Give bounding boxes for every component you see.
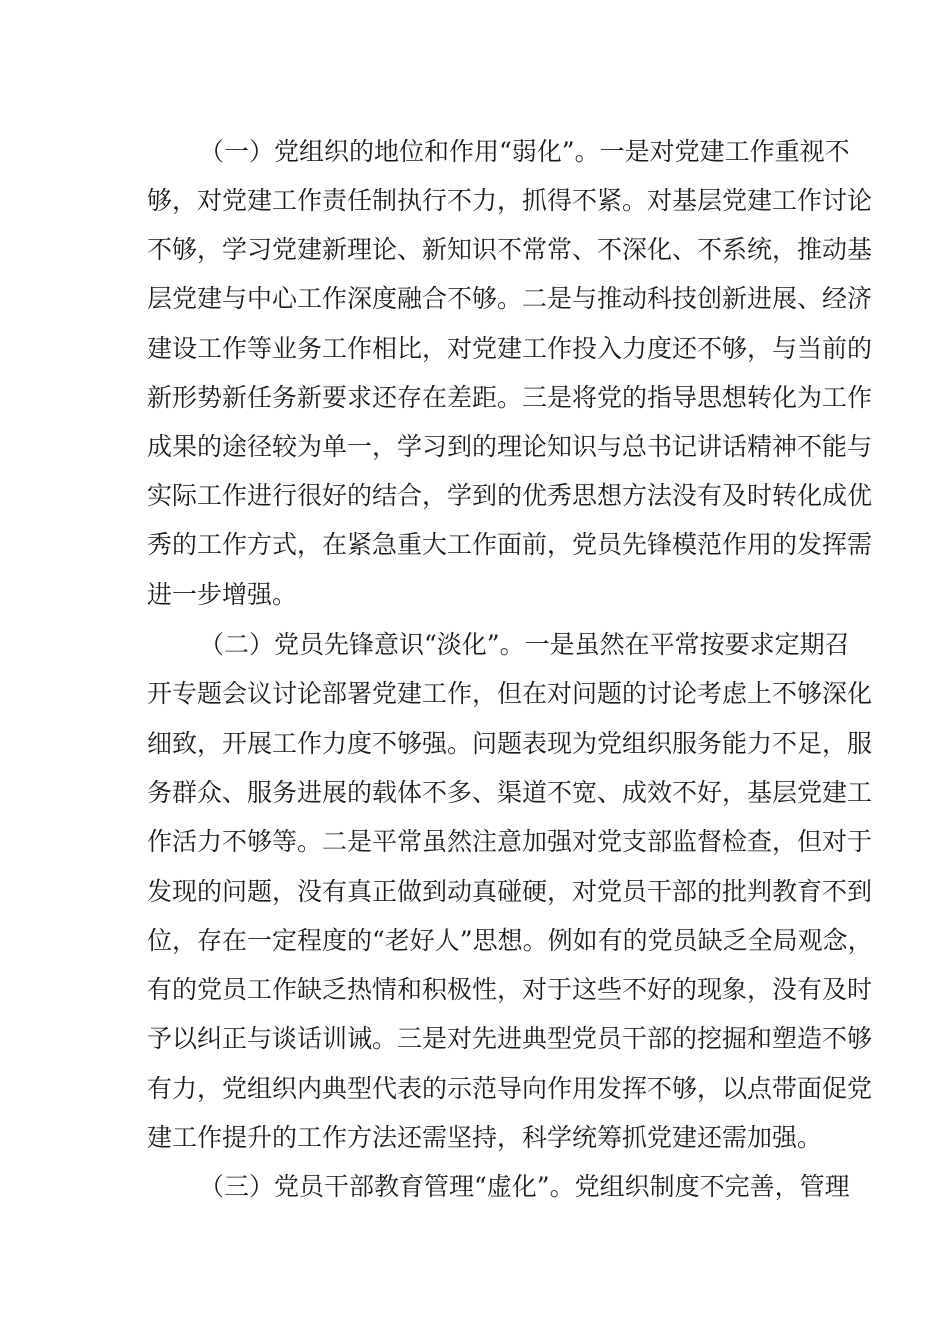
text-line: 发现的问题，没有真正做到动真碰硬，对党员干部的批判教育不到	[147, 877, 873, 906]
text-line: 有力，党组织内典型代表的示范导向作用发挥不够，以点带面促党	[147, 1074, 873, 1103]
text-line: 成果的途径较为单一，学习到的理论知识与总书记讲话精神不能与	[147, 432, 873, 461]
text-line: 不够，学习党建新理论、新知识不常常、不深化、不系统，推动基	[147, 235, 873, 264]
text-line: 务群众、服务进展的载体不多、渠道不宽、成效不好，基层党建工	[147, 778, 873, 807]
text-line: （一）党组织的地位和作用“弱化”。一是对党建工作重视不	[199, 137, 850, 166]
text-line: 细致，开展工作力度不够强。问题表现为党组织服务能力不足，服	[147, 729, 873, 758]
text-line: 建工作提升的工作方法还需坚持，科学统筹抓党建还需加强。	[147, 1123, 823, 1152]
text-line: （三）党员干部教育管理“虚化”。党组织制度不完善，管理	[199, 1172, 850, 1201]
text-line: 够，对党建工作责任制执行不力，抓得不紧。对基层党建工作讨论	[147, 186, 873, 215]
text-line: 予以纠正与谈话训诫。三是对先进典型党员干部的挖掘和塑造不够	[147, 1024, 873, 1053]
text-line: 有的党员工作缺乏热情和积极性，对于这些不好的现象，没有及时	[147, 975, 873, 1004]
text-line: 实际工作进行很好的结合，学到的优秀思想方法没有及时转化成优	[147, 481, 873, 510]
text-line: 进一步增强。	[147, 580, 298, 609]
text-line: （二）党员先锋意识“淡化”。一是虽然在平常按要求定期召	[199, 630, 850, 659]
text-line: 开专题会议讨论部署党建工作，但在对问题的讨论考虑上不够深化	[147, 679, 873, 708]
text-line: 作活力不够等。二是平常虽然注意加强对党支部监督检查，但对于	[147, 827, 873, 856]
text-line: 层党建与中心工作深度融合不够。二是与推动科技创新进展、经济	[147, 284, 873, 313]
text-line: 秀的工作方式，在紧急重大工作面前，党员先锋模范作用的发挥需	[147, 530, 873, 559]
text-line: 位，存在一定程度的“老好人”思想。例如有的党员缺乏全局观念，	[147, 926, 873, 955]
text-line: 新形势新任务新要求还存在差距。三是将党的指导思想转化为工作	[147, 383, 873, 412]
text-line: 建设工作等业务工作相比，对党建工作投入力度还不够，与当前的	[147, 334, 873, 363]
